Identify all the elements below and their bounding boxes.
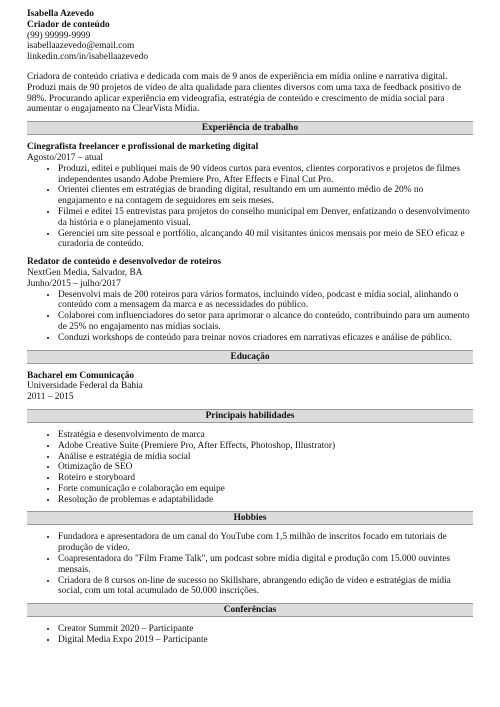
section-heading-experience: Experiência de trabalho	[27, 121, 473, 135]
job-bullets	[27, 164, 473, 250]
job-entry	[27, 142, 473, 250]
summary: Criadora de conteúdo criativa e dedicada com mais de 9 anos de experiência em mídia online e narrativa digital. Produzi mais de 90 projetos de vídeo de alta qualidade para clientes diversos com uma taxa de feedback positivo de 98%. Procurando aplicar experiência em videografia, estratégia de conteúdo e crescimento de mídia social para aumentar o engajamento na ClearVista Mídia.	[27, 71, 461, 115]
hobbies-list	[27, 532, 473, 597]
skill-item: • Resolução de problemas e adaptabilidade	[58, 495, 473, 506]
job-entry	[27, 257, 473, 343]
skill-item: • Forte comunicação e colaboração em equipe	[58, 484, 473, 495]
education-entry	[27, 371, 473, 403]
resume-header	[27, 9, 473, 63]
skills-list-block	[27, 430, 473, 506]
linkedin: linkedin.com/in/isabellaazevedo	[27, 52, 149, 63]
hobbies-list-block	[27, 532, 473, 597]
skills-list	[27, 430, 473, 506]
skill-item: • Estratégia e desenvolvimento de marca	[58, 430, 473, 441]
education-years: 2011 – 2015	[27, 392, 74, 403]
school: Universidade Federal da Bahia	[27, 381, 143, 392]
section-heading-skills: Principais habilidades	[27, 409, 473, 423]
degree: Bacharel em Comunicação	[27, 370, 135, 381]
job-title: Redator de conteúdo e desenvolvedor de roteiros	[27, 257, 222, 268]
job-bullet: • Desenvolvi mais de 200 roteiros para vários formatos, incluindo vídeo, podcast e mídia social, alinhando o conteúdo com a mensagem da marca e as necessidades do público.	[58, 290, 473, 312]
section-heading-conferences: Conferências	[27, 603, 473, 617]
job-bullet: • Orientei clientes em estratégias de branding digital, resultando em um aumento médio de 20% no engajamento e na contagem de seguidores em seis meses.	[58, 185, 473, 207]
hobby-item: • Fundadora e apresentadora de um canal do YouTube com 1,5 milhão de inscritos focado em tutoriais de produção de vídeo.	[58, 532, 473, 554]
skill-item: • Adobe Creative Suite (Premiere Pro, After Effects, Photoshop, Illustrator)	[58, 441, 473, 452]
conferences-list	[27, 624, 473, 646]
skill-item: • Otimização de SEO	[58, 462, 473, 473]
section-heading-education: Educação	[27, 350, 473, 364]
hobby-item: • Criadora de 8 cursos on-line de sucesso no Skillshare, abrangendo edição de vídeo e estratégias de mídia social, com um total acumulado de 50.000 inscrições.	[58, 576, 473, 598]
conferences-list-block	[27, 624, 473, 646]
job-company: NextGen Media, Salvador, BA	[27, 267, 143, 278]
section-heading-hobbies: Hobbies	[27, 511, 473, 525]
job-bullet: • Gerenciei um site pessoal e portfólio, alcançando 40 mil visitantes únicos mensais por meio de SEO eficaz e curadoria de conteúdo.	[58, 229, 473, 251]
job-title: Cinegrafista freelancer e profissional de marketing digital	[27, 142, 259, 153]
job-bullets	[27, 290, 473, 344]
hobby-item: • Coapresentadora do "Film Frame Talk", um podcast sobre mídia digital e produção com 15.000 ouvintes mensais.	[58, 554, 473, 576]
skill-item: • Análise e estratégia de mídia social	[58, 452, 473, 463]
candidate-name: Isabella Azevedo	[27, 9, 94, 19]
phone: (99) 99999-9999	[27, 30, 91, 41]
job-bullet: • Filmei e editei 15 entrevistas para projetos do conselho municipal em Denver, enfatizando o desenvolvimento da história e o planejamento visual.	[58, 207, 473, 229]
conference-item: • Creator Summit 2020 – Participante	[58, 624, 473, 635]
conference-item: • Digital Media Expo 2019 – Participante	[58, 635, 473, 646]
job-dates: Junho/2015 – julho/2017	[27, 278, 121, 289]
job-bullet: • Conduzi workshops de conteúdo para treinar novos criadores em narrativas eficazes e análise de público.	[58, 333, 473, 344]
job-bullet: • Colaborei com influenciadores do setor para aprimorar o alcance do conteúdo, contribuindo para um aumento de 25% no engajamento nas mídias sociais.	[58, 311, 473, 333]
candidate-title: Criador de conteúdo	[27, 19, 110, 30]
skill-item: • Roteiro e storyboard	[58, 473, 473, 484]
job-dates: Agosto/2017 – atual	[27, 152, 104, 163]
email: isabellaazevedo@email.com	[27, 41, 135, 52]
job-bullet: • Produzi, editei e publiquei mais de 90 vídeos curtos para eventos, clientes corporativos e projetos de filmes independentes usando Adobe Premiere Pro, After Effects e Final Cut Pro.	[58, 164, 473, 186]
